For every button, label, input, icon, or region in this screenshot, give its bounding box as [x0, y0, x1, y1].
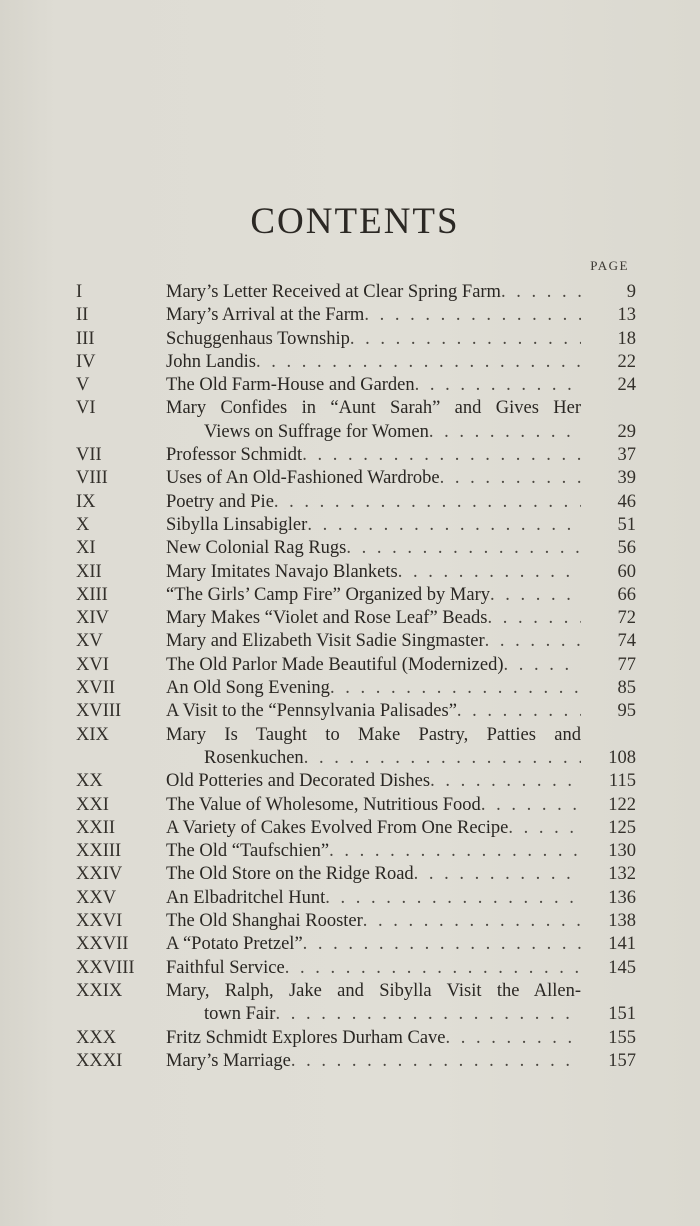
chapter-number: XXX	[76, 1027, 117, 1048]
chapter-number: XII	[76, 561, 102, 582]
chapter-number: VI	[76, 398, 96, 419]
chapter-title-line: Mary’s Marriage	[166, 1050, 291, 1071]
chapter-title-line: A Visit to the “Pennsylvania Palisades”	[166, 701, 457, 722]
page-number: 9	[626, 282, 636, 302]
dot-leader	[256, 351, 581, 374]
chapter-title-line: Poetry and Pie	[166, 491, 274, 512]
chapter-number: XXVII	[76, 934, 129, 955]
chapter-number: XI	[76, 538, 96, 559]
chapter-title	[166, 514, 581, 537]
dot-leader	[303, 933, 581, 956]
dot-leader	[325, 887, 581, 910]
chapter-title	[166, 887, 581, 910]
chapter-title-line: John Landis	[166, 351, 256, 372]
toc-entry	[76, 677, 636, 700]
chapter-title-line: The Old Farm-House and Garden	[166, 375, 415, 396]
toc-entry	[76, 304, 636, 327]
chapter-title-line: Sibylla Linsabigler	[166, 514, 308, 535]
toc-entry	[76, 630, 636, 653]
dot-leader	[302, 444, 581, 467]
page-number: 51	[617, 514, 636, 535]
dot-leader	[285, 957, 581, 980]
dot-leader	[508, 817, 581, 840]
toc-entry	[76, 1027, 636, 1050]
chapter-title-line: Schuggenhaus Township	[166, 328, 350, 349]
toc-entry	[76, 840, 636, 863]
toc-entry	[76, 444, 636, 467]
page-number: 155	[608, 1027, 636, 1048]
chapter-title	[166, 1027, 581, 1050]
chapter-title	[166, 654, 581, 677]
chapter-number: III	[76, 328, 95, 349]
page-number: 85	[617, 678, 636, 699]
chapter-title	[166, 910, 581, 933]
chapter-number: IX	[76, 491, 96, 512]
chapter-number: VIII	[76, 468, 108, 489]
chapter-title	[166, 467, 581, 490]
chapter-title-line: Uses of An Old-Fashioned Wardrobe	[166, 468, 440, 489]
chapter-title	[166, 491, 581, 514]
dot-leader	[364, 304, 581, 327]
toc-entry	[76, 654, 636, 677]
page-number: 132	[608, 864, 636, 885]
dot-leader	[446, 1027, 581, 1050]
chapter-title	[166, 584, 581, 607]
dot-leader	[414, 863, 581, 886]
toc-entry	[76, 467, 636, 490]
chapter-number: XXVI	[76, 911, 123, 932]
page-number: 37	[617, 445, 636, 466]
page-number: 145	[608, 957, 636, 978]
page-number: 56	[617, 538, 636, 559]
chapter-title-line: town Fair	[204, 1004, 276, 1025]
chapter-number: V	[76, 375, 90, 396]
chapter-title	[166, 444, 581, 467]
dot-leader	[490, 584, 581, 607]
chapter-number: I	[76, 282, 83, 302]
dot-leader	[350, 328, 581, 351]
chapter-title	[166, 351, 581, 374]
toc-entry	[76, 700, 636, 723]
chapter-title-line: The Old Store on the Ridge Road	[166, 864, 414, 885]
chapter-title-line: Faithful Service	[166, 957, 285, 978]
chapter-title-line: A Variety of Cakes Evolved From One Recipe	[166, 817, 509, 838]
page-number: 39	[617, 468, 636, 489]
dot-leader	[307, 514, 581, 537]
toc-entry	[76, 584, 636, 607]
dot-leader	[485, 630, 581, 653]
toc-entry	[76, 794, 636, 817]
chapter-title	[166, 397, 581, 444]
chapter-title-line: The Old Parlor Made Beautiful (Modernized)	[166, 654, 504, 675]
page-number: 66	[617, 584, 636, 605]
chapter-title-line: Old Potteries and Decorated Dishes	[166, 771, 431, 792]
chapter-title-line: Mary Imitates Navajo Blankets	[166, 561, 398, 582]
chapter-title-line: Views on Suffrage for Women	[204, 421, 429, 442]
chapter-number: XIX	[76, 724, 109, 745]
chapter-title	[166, 1050, 581, 1073]
chapter-number: XX	[76, 771, 103, 792]
chapter-number: VII	[76, 445, 102, 466]
chapter-title	[166, 630, 581, 653]
page-number: 29	[617, 421, 636, 442]
toc-entry	[76, 397, 636, 444]
page-number: 108	[608, 747, 636, 768]
chapter-number: XXIX	[76, 980, 123, 1001]
page-number: 22	[617, 351, 636, 372]
chapter-title-line: Mary’s Letter Received at Clear Spring Farm	[166, 282, 501, 302]
chapter-number: XXXI	[76, 1050, 123, 1071]
toc-entry	[76, 328, 636, 351]
dot-leader	[275, 1003, 581, 1026]
dot-leader	[488, 607, 581, 630]
toc-entry	[76, 537, 636, 560]
page-number: 13	[617, 305, 636, 326]
chapter-title	[166, 281, 581, 304]
dot-leader	[291, 1050, 581, 1073]
page-number: 74	[617, 631, 636, 652]
page-number: 125	[608, 817, 636, 838]
chapter-number: XXIII	[76, 841, 122, 862]
chapter-number: X	[76, 514, 90, 535]
page-number: 72	[617, 608, 636, 629]
chapter-title	[166, 933, 581, 956]
page-number: 157	[608, 1050, 636, 1071]
chapter-title	[166, 561, 581, 584]
toc-entry	[76, 561, 636, 584]
chapter-title-line: Mary, Ralph, Jake and Sibylla Visit the Allen-	[166, 980, 581, 1001]
dot-leader	[481, 794, 581, 817]
chapter-title-line: Rosenkuchen	[204, 747, 304, 768]
dot-leader	[457, 700, 581, 723]
chapter-number: XXIV	[76, 864, 123, 885]
chapter-number: XVII	[76, 678, 116, 699]
page-number: 151	[608, 1004, 636, 1025]
chapter-number: XV	[76, 631, 103, 652]
chapter-title-line: The Old Shanghai Rooster	[166, 911, 363, 932]
chapter-title-line: A “Potato Pretzel”	[166, 934, 303, 955]
page-number: 95	[617, 701, 636, 722]
chapter-title	[166, 980, 581, 1027]
chapter-title	[166, 863, 581, 886]
chapter-title-line: Mary Confides in “Aunt Sarah” and Gives Her	[166, 398, 581, 419]
chapter-title	[166, 537, 581, 560]
toc-entry	[76, 957, 636, 980]
page-number: 136	[608, 887, 636, 908]
chapter-title	[166, 794, 581, 817]
toc-entry	[76, 863, 636, 886]
chapter-number: XVI	[76, 654, 109, 675]
chapter-title	[166, 957, 581, 980]
toc-entry	[76, 374, 636, 397]
chapter-title	[166, 328, 581, 351]
toc-entry	[76, 351, 636, 374]
chapter-number: XVIII	[76, 701, 122, 722]
chapter-title	[166, 724, 581, 771]
dot-leader	[430, 770, 581, 793]
page-number: 122	[608, 794, 636, 815]
chapter-title-line: Mary Makes “Violet and Rose Leaf” Beads	[166, 608, 488, 629]
page-number: 141	[608, 934, 636, 955]
toc-entry	[76, 514, 636, 537]
toc-entry	[76, 281, 636, 304]
chapter-title-line: The Old “Taufschien”	[166, 841, 330, 862]
page-column-label: PAGE	[590, 258, 629, 273]
chapter-title-line: New Colonial Rag Rugs	[166, 538, 347, 559]
toc-entry	[76, 980, 636, 1027]
toc-entry	[76, 817, 636, 840]
toc-entry	[76, 887, 636, 910]
chapter-title	[166, 770, 581, 793]
table-of-contents	[76, 281, 636, 1073]
chapter-title	[166, 374, 581, 397]
chapter-number: II	[76, 305, 89, 326]
chapter-title	[166, 607, 581, 630]
chapter-title-line: Fritz Schmidt Explores Durham Cave	[166, 1027, 446, 1048]
page-number: 77	[617, 654, 636, 675]
dot-leader	[501, 281, 581, 304]
chapter-title	[166, 817, 581, 840]
chapter-number: IV	[76, 351, 96, 372]
chapter-title	[166, 700, 581, 723]
dot-leader	[329, 840, 581, 863]
toc-entry	[76, 1050, 636, 1073]
dot-leader	[440, 467, 581, 490]
chapter-title	[166, 677, 581, 700]
chapter-number: XXI	[76, 794, 109, 815]
page-number: 115	[608, 771, 636, 792]
page-number: 138	[608, 911, 636, 932]
dot-leader	[330, 677, 581, 700]
toc-entry	[76, 607, 636, 630]
toc-entry	[76, 724, 636, 771]
page-number: 18	[617, 328, 636, 349]
chapter-title	[166, 304, 581, 327]
chapter-title-line: Mary and Elizabeth Visit Sadie Singmaster	[166, 631, 485, 652]
toc-entry	[76, 770, 636, 793]
page-number: 60	[617, 561, 636, 582]
chapter-number: XXVIII	[76, 957, 135, 978]
chapter-number: XXII	[76, 817, 116, 838]
chapter-number: XIV	[76, 608, 109, 629]
page-title: CONTENTS	[250, 201, 460, 242]
chapter-title-line: The Value of Wholesome, Nutritious Food	[166, 794, 481, 815]
chapter-title-line: Mary’s Arrival at the Farm	[166, 305, 365, 326]
chapter-title-line: Mary Is Taught to Make Pastry, Patties and	[166, 724, 581, 745]
toc-entry	[76, 933, 636, 956]
toc-entry	[76, 491, 636, 514]
page-number: 130	[608, 841, 636, 862]
dot-leader	[429, 421, 581, 444]
page-number: 24	[617, 375, 636, 396]
dot-leader	[346, 537, 581, 560]
dot-leader	[504, 654, 581, 677]
chapter-title-line: Professor Schmidt	[166, 445, 303, 466]
chapter-number: XIII	[76, 584, 108, 605]
chapter-title-line: An Elbadritchel Hunt	[166, 887, 326, 908]
dot-leader	[398, 561, 581, 584]
chapter-number: XXV	[76, 887, 117, 908]
page-number: 46	[617, 491, 636, 512]
dot-leader	[274, 491, 581, 514]
dot-leader	[363, 910, 581, 933]
dot-leader	[304, 747, 581, 770]
chapter-title-line: An Old Song Evening	[166, 678, 330, 699]
chapter-title	[166, 840, 581, 863]
toc-entry	[76, 910, 636, 933]
chapter-title-line: “The Girls’ Camp Fire” Organized by Mary	[166, 584, 490, 605]
dot-leader	[415, 374, 581, 397]
